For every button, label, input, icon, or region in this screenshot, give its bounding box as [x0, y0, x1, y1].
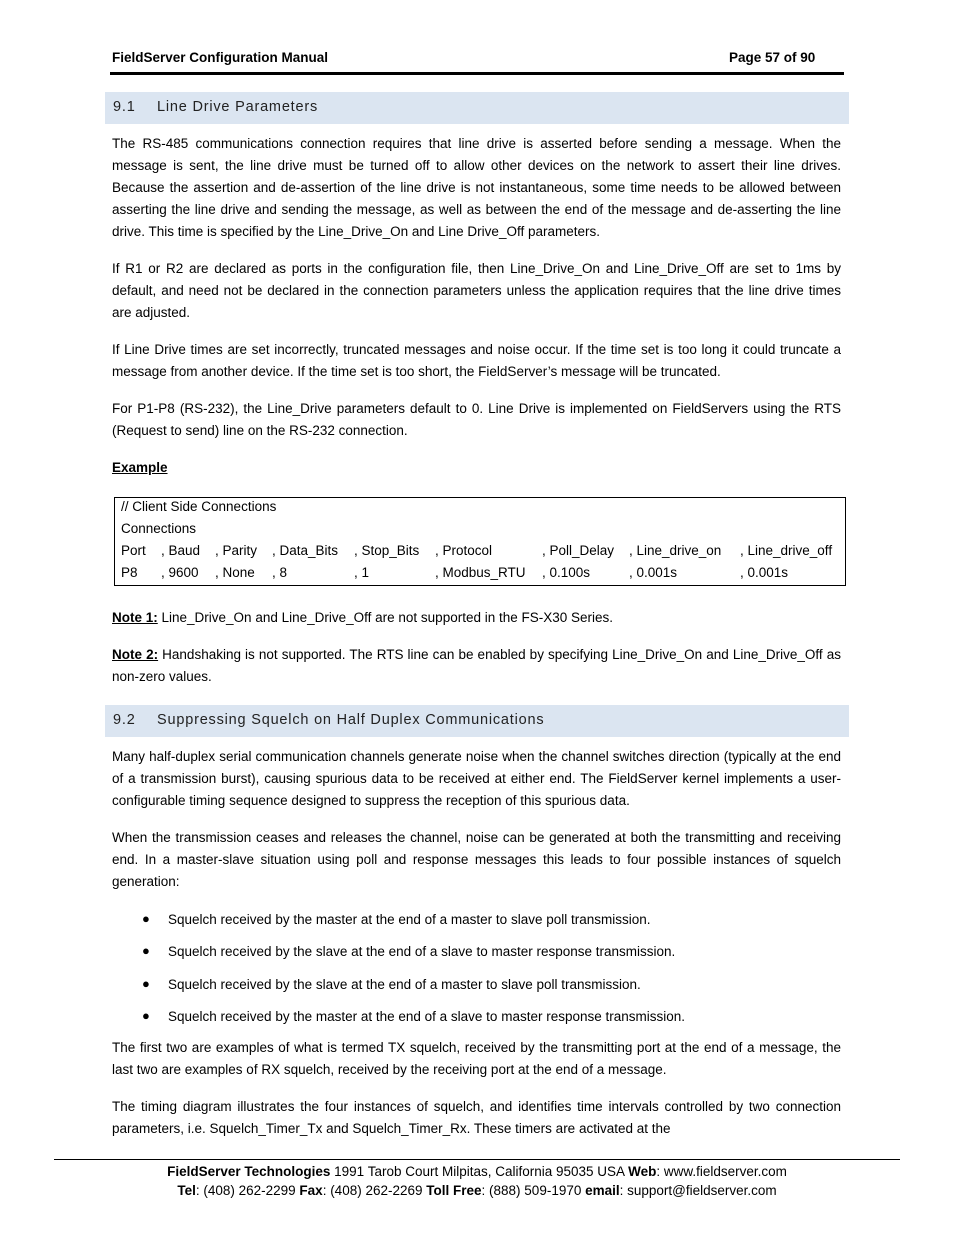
footer-rule [54, 1159, 900, 1160]
bullet-icon: ● [142, 943, 150, 958]
code-cell: , Parity [215, 543, 258, 558]
bullet-icon: ● [142, 1008, 150, 1023]
footer-company: FieldServer Technologies [167, 1164, 331, 1179]
code-cell: , Line_drive_on [629, 543, 722, 558]
paragraph: If Line Drive times are set incorrectly, truncated messages and noise occur. If the time set is too long it could truncate a message from another device. If the time set is too short, the FieldServer’s message will be truncated. [112, 342, 841, 379]
note-1-text: Line_Drive_On and Line_Drive_Off are not supported in the FS-X30 Series. [157, 610, 614, 625]
code-cell: Port [121, 543, 146, 558]
code-cell: , Poll_Delay [542, 543, 615, 558]
code-cell: , 0.100s [542, 565, 591, 580]
footer-web-label: Web [628, 1164, 657, 1179]
code-comment: // Client Side Connections [121, 499, 277, 514]
code-cell: , Stop_Bits [354, 543, 420, 558]
note-1 [112, 607, 841, 629]
code-header-row [121, 540, 841, 562]
section-heading-9-2 [105, 705, 849, 737]
section-number: 9.2 [113, 712, 136, 728]
config-example-box [114, 497, 846, 586]
paragraph: Many half-duplex serial communication channels generate noise when the channel switches direction (typically at the end of a transmission burst), causing spurious data to be received at either end. The FieldServer kernel implements a user-configurable timing sequence designed to suppress the reception of this spurious data. [112, 749, 841, 808]
manual-title: FieldServer Configuration Manual [112, 50, 329, 65]
list-item: Squelch received by the slave at the end of a master to slave poll transmission. [168, 977, 641, 992]
footer-fax: : (408) 262-2269 [322, 1183, 427, 1198]
code-cell: , Modbus_RTU [435, 565, 526, 580]
note-2-label: Note 2: [112, 647, 159, 662]
footer-tel: : (408) 262-2299 [195, 1183, 300, 1198]
footer-tel-label: Tel [177, 1183, 196, 1198]
bullet-icon: ● [142, 911, 150, 926]
footer-line-2 [0, 1183, 954, 1198]
section-title: Line Drive Parameters [157, 99, 319, 115]
footer-email-label: email [585, 1183, 620, 1198]
code-cell: , 0.001s [740, 565, 789, 580]
list-item: Squelch received by the master at the end of a master to slave poll transmission. [168, 912, 651, 927]
code-value-row [121, 562, 841, 584]
example-label: Example [112, 460, 168, 475]
section-title: Suppressing Squelch on Half Duplex Communications [157, 712, 545, 728]
footer-fax-label: Fax [299, 1183, 323, 1198]
paragraph: When the transmission ceases and releases the channel, noise can be generated at both the transmitting and receiving end. In a master-slave situation using poll and response messages this leads to four possible instances of squelch generation: [112, 830, 841, 889]
page-number: Page 57 of 90 [729, 50, 816, 65]
code-cell: , Baud [161, 543, 201, 558]
paragraph: The first two are examples of what is termed TX squelch, received by the transmitting port at the end of a message, the last two are examples of RX squelch, received by the receiving port at the end of a message. [112, 1040, 841, 1077]
paragraph: The timing diagram illustrates the four instances of squelch, and identifies time intervals controlled by two connection parameters, i.e. Squelch_Timer_Tx and Squelch_Timer_Rx. These timers are activated at the [112, 1099, 841, 1136]
footer-tollfree-label: Toll Free [426, 1183, 482, 1198]
header-rule [110, 72, 844, 75]
code-cell: , Line_drive_off [740, 543, 833, 558]
list-item: Squelch received by the slave at the end of a slave to master response transmission. [168, 944, 676, 959]
code-cell: , Data_Bits [272, 543, 339, 558]
code-cell: , 9600 [161, 565, 199, 580]
footer-web-link[interactable]: : www.fieldserver.com [656, 1164, 787, 1179]
note-1-label: Note 1: [112, 610, 158, 625]
paragraph: The RS-485 communications connection requires that line drive is asserted before sending a message. When the message is sent, the line drive must be turned off to allow other devices on the network to assert their line drives. Because the assertion and de-assertion of the line drive is not instantaneous, some time needs to be allowed between asserting the line drive and sending the message, as well as between the end of the message and de-asserting the line drive. This time is specified by the Line_Drive_On and Line Drive_Off parameters. [112, 136, 841, 239]
list-item: Squelch received by the master at the end of a slave to master response transmission. [168, 1009, 686, 1024]
code-cell: , None [215, 565, 255, 580]
section-number: 9.1 [113, 99, 136, 115]
note-2 [112, 644, 841, 688]
footer-tollfree: : (888) 509-1970 [481, 1183, 586, 1198]
code-cell: , 8 [272, 565, 288, 580]
code-cell: P8 [121, 565, 138, 580]
paragraph: For P1-P8 (RS-232), the Line_Drive parameters default to 0. Line Drive is implemented on FieldServers using the RTS (Request to send) line on the RS-232 connection. [112, 401, 841, 438]
code-cell: , 0.001s [629, 565, 678, 580]
code-cell: , Protocol [435, 543, 493, 558]
code-section: Connections [121, 521, 197, 536]
note-2-text: Handshaking is not supported. The RTS line can be enabled by specifying Line_Drive_On and Line_Drive_Off as non-zero values. [112, 647, 841, 684]
footer-address: 1991 Tarob Court Milpitas, California 95035 USA [330, 1164, 629, 1179]
bullet-icon: ● [142, 976, 150, 991]
footer-email-link[interactable]: : support@fieldserver.com [619, 1183, 777, 1198]
footer-line-1 [0, 1164, 954, 1179]
section-heading-9-1 [105, 92, 849, 124]
code-cell: , 1 [354, 565, 370, 580]
paragraph: If R1 or R2 are declared as ports in the configuration file, then Line_Drive_On and Line_Drive_Off are set to 1ms by default, and need not be declared in the connection parameters unless the application requires that the line drive times are adjusted. [112, 261, 841, 320]
